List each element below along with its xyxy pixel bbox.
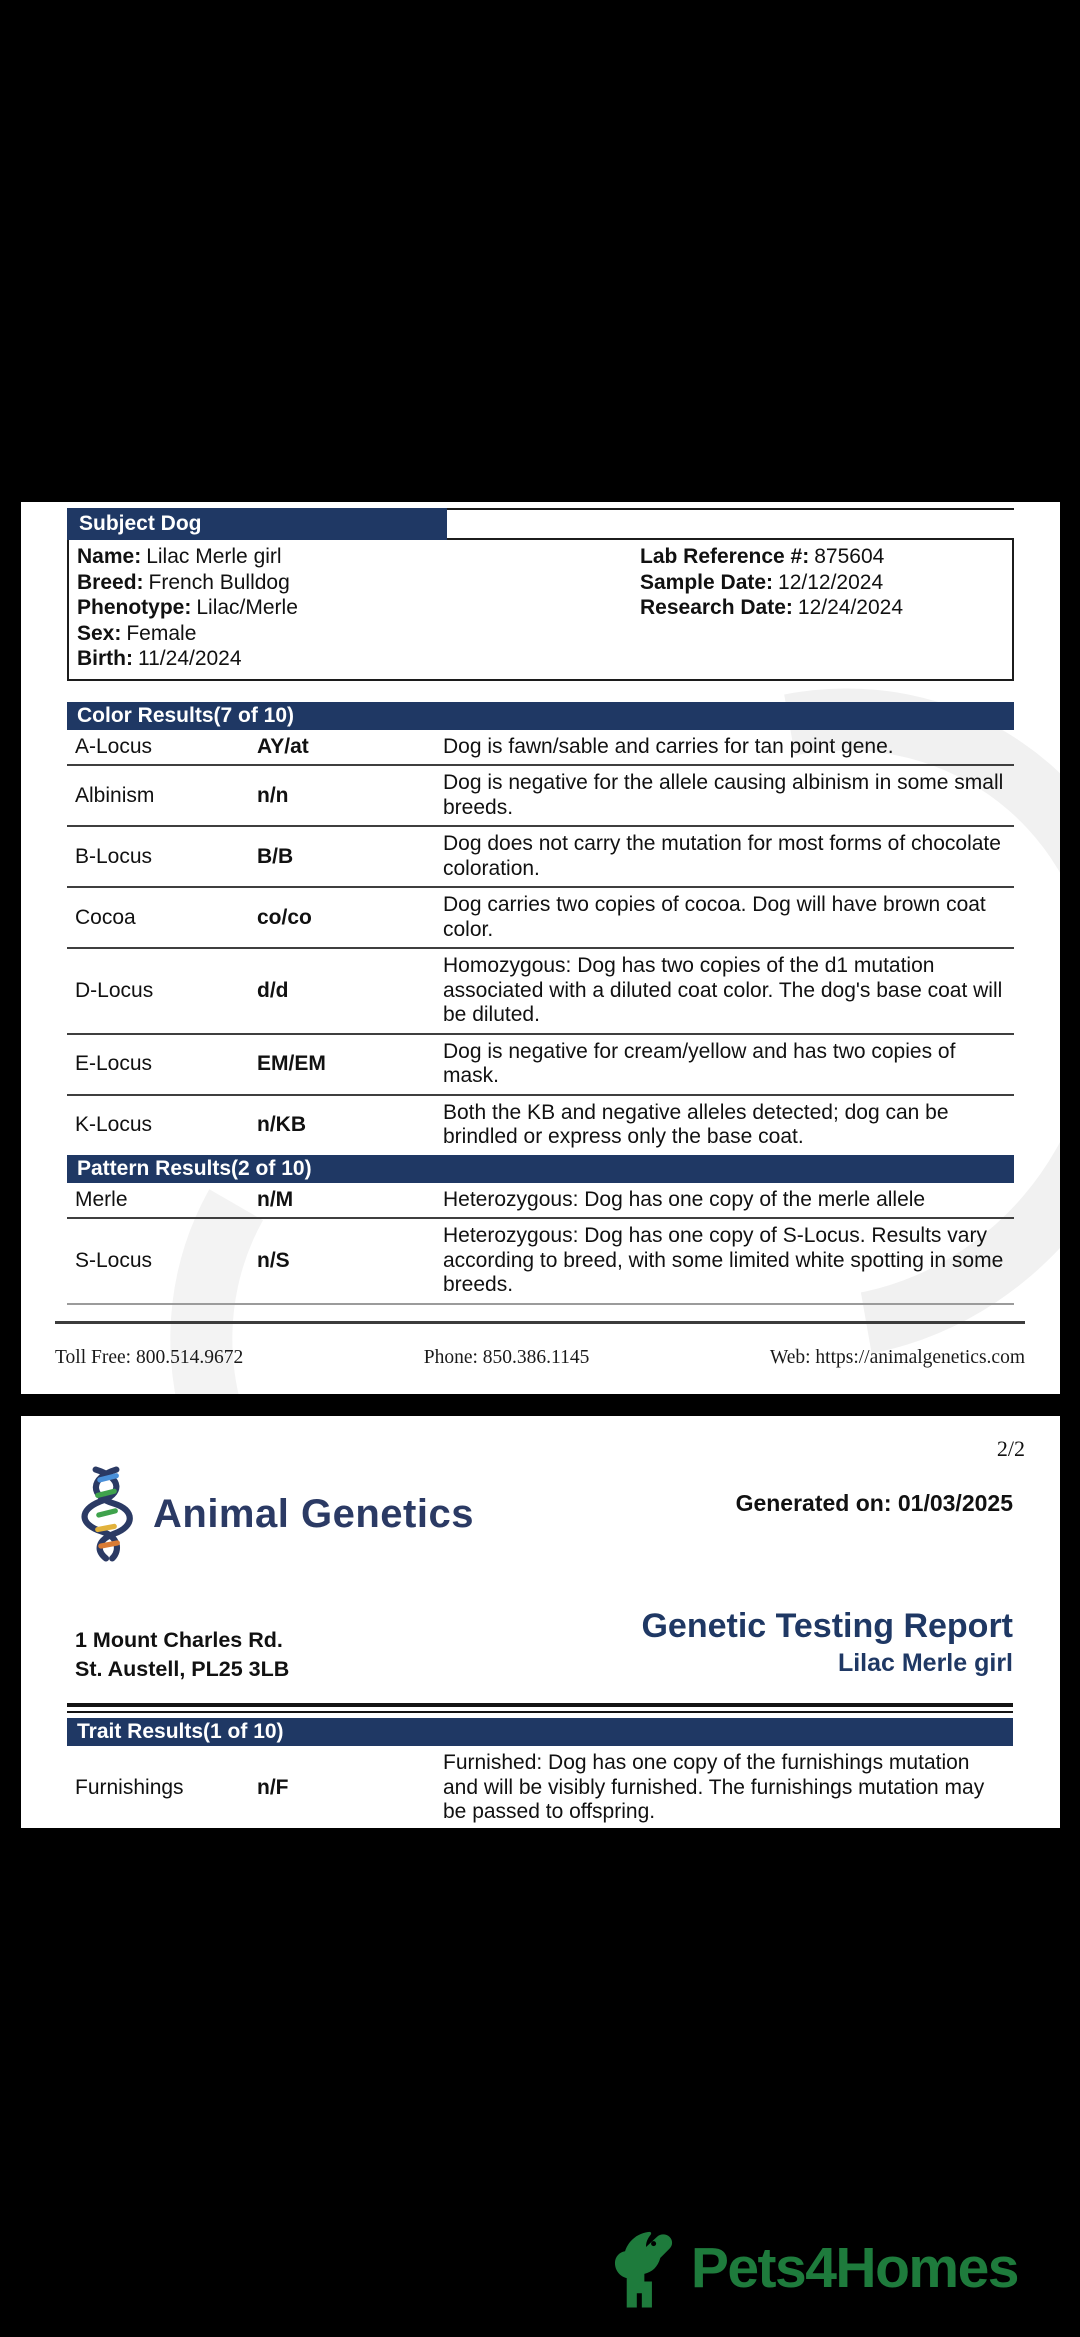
field-value: Lilac Merle girl bbox=[146, 545, 282, 568]
page-number: 2/2 bbox=[996, 1436, 1025, 1461]
result-genotype: d/d bbox=[257, 978, 289, 1002]
subject-field bbox=[640, 544, 903, 570]
subject-field bbox=[640, 570, 903, 596]
result-genotype: AY/at bbox=[257, 734, 309, 758]
generated-date: Generated on: 01/03/2025 bbox=[735, 1490, 1013, 1516]
dna-helix-icon bbox=[75, 1464, 137, 1564]
report-subtitle: Lilac Merle girl bbox=[837, 1649, 1013, 1677]
result-genotype: B/B bbox=[257, 844, 294, 868]
subject-section bbox=[67, 508, 1014, 540]
subject-info-right bbox=[640, 544, 903, 621]
field-value: Lilac/Merle bbox=[196, 596, 298, 619]
address-line-1: 1 Mount Charles Rd. bbox=[75, 1628, 283, 1652]
field-label: Breed: bbox=[77, 570, 144, 594]
result-row bbox=[67, 827, 1014, 888]
address-line-2: St. Austell, PL25 3LB bbox=[75, 1657, 290, 1681]
result-locus: S-Locus bbox=[75, 1248, 153, 1272]
result-row bbox=[67, 766, 1014, 827]
field-value: Female bbox=[126, 621, 197, 645]
result-description: Dog does not carry the mutation for most forms of chocolate coloration. bbox=[443, 832, 1001, 880]
result-description: Dog is fawn/sable and carries for tan point gene. bbox=[443, 734, 894, 758]
report-title-block bbox=[641, 1608, 1013, 1678]
result-description: Dog carries two copies of cocoa. Dog will have brown coat color. bbox=[443, 893, 986, 941]
field-value: 12/12/2024 bbox=[778, 570, 884, 594]
subject-field bbox=[77, 646, 1012, 672]
brand-name: Animal Genetics bbox=[153, 1491, 474, 1536]
result-description: Furnished: Dog has one copy of the furnishings mutation and will be visibly furnished. The furnishings mutation may be passed to offspring. bbox=[443, 1751, 985, 1823]
trait-results-table bbox=[67, 1746, 1013, 1828]
result-description: Dog is negative for cream/yellow and has two copies of mask. bbox=[443, 1039, 956, 1087]
footer-toll-free: Toll Free: 800.514.9672 bbox=[55, 1347, 244, 1368]
subject-box-top-edge bbox=[447, 508, 1014, 540]
result-row bbox=[67, 949, 1014, 1035]
report-page-1 bbox=[21, 502, 1060, 1394]
field-label: Sex: bbox=[77, 621, 122, 645]
dog-icon bbox=[599, 2226, 683, 2310]
footer-phone: Phone: 850.386.1145 bbox=[423, 1347, 590, 1368]
result-locus: Furnishings bbox=[75, 1775, 184, 1799]
animal-genetics-logo bbox=[75, 1464, 474, 1564]
pattern-results-table bbox=[67, 1183, 1014, 1305]
result-locus: Merle bbox=[75, 1187, 128, 1211]
result-row bbox=[67, 1183, 1014, 1220]
result-description: Both the KB and negative alleles detected; dog can be brindled or express only the base coat. bbox=[443, 1100, 949, 1148]
field-label: Research Date: bbox=[640, 596, 793, 619]
report-page-2 bbox=[21, 1416, 1060, 1828]
result-locus: A-Locus bbox=[75, 734, 153, 758]
footer-divider bbox=[55, 1321, 1025, 1324]
result-genotype: n/M bbox=[257, 1187, 294, 1211]
pets4homes-wordmark: Pets4Homes bbox=[690, 2236, 1018, 2300]
result-locus: B-Locus bbox=[75, 844, 153, 868]
result-row bbox=[67, 1219, 1014, 1305]
header-double-rule bbox=[67, 1703, 1013, 1713]
trait-results-header: Trait Results(1 of 10) bbox=[67, 1718, 1013, 1746]
result-genotype: n/KB bbox=[257, 1113, 306, 1136]
field-label: Name: bbox=[77, 545, 142, 568]
result-genotype: n/n bbox=[257, 783, 289, 807]
report-title: Genetic Testing Report bbox=[641, 1607, 1013, 1645]
result-locus: E-Locus bbox=[75, 1052, 153, 1075]
result-description: Homozygous: Dog has two copies of the d1 mutation associated with a diluted coat color. The dog's base coat will be diluted. bbox=[443, 954, 1003, 1026]
result-locus: D-Locus bbox=[75, 978, 154, 1002]
color-results-table bbox=[67, 730, 1014, 1155]
result-description: Heterozygous: Dog has one copy of S-Locus. Results vary according to breed, with some limited white spotting in some breeds. bbox=[443, 1224, 1004, 1296]
field-value: 875604 bbox=[814, 545, 885, 568]
result-genotype: EM/EM bbox=[257, 1052, 326, 1075]
field-value: French Bulldog bbox=[148, 570, 290, 594]
result-genotype: n/F bbox=[257, 1775, 289, 1799]
lab-address bbox=[75, 1626, 289, 1684]
subject-info-box bbox=[67, 540, 1014, 681]
field-label: Phenotype: bbox=[77, 596, 192, 619]
field-value: 11/24/2024 bbox=[138, 647, 242, 670]
page1-footer bbox=[55, 1347, 1025, 1369]
result-genotype: n/S bbox=[257, 1248, 290, 1272]
result-row bbox=[67, 888, 1014, 949]
subject-field bbox=[640, 595, 903, 621]
color-results-header: Color Results(7 of 10) bbox=[67, 702, 1014, 730]
field-label: Birth: bbox=[77, 647, 133, 670]
pets4homes-logo bbox=[599, 2226, 1018, 2310]
result-genotype: co/co bbox=[257, 905, 312, 929]
result-locus: Cocoa bbox=[75, 905, 136, 929]
result-locus: Albinism bbox=[75, 783, 155, 807]
pattern-results-header: Pattern Results(2 of 10) bbox=[67, 1155, 1014, 1183]
result-locus: K-Locus bbox=[75, 1113, 153, 1136]
result-row bbox=[67, 1746, 1013, 1828]
footer-web: Web: https://animalgenetics.com bbox=[769, 1347, 1025, 1368]
subject-field bbox=[77, 621, 1012, 647]
field-label: Lab Reference #: bbox=[640, 545, 810, 568]
field-value: 12/24/2024 bbox=[797, 596, 904, 619]
result-row bbox=[67, 730, 1014, 767]
field-label: Sample Date: bbox=[640, 570, 774, 594]
result-description: Dog is negative for the allele causing albinism in some small breeds. bbox=[443, 771, 1004, 819]
result-row bbox=[67, 1035, 1014, 1096]
result-row bbox=[67, 1096, 1014, 1155]
subject-dog-header: Subject Dog bbox=[67, 508, 447, 540]
result-description: Heterozygous: Dog has one copy of the merle allele bbox=[443, 1187, 926, 1211]
